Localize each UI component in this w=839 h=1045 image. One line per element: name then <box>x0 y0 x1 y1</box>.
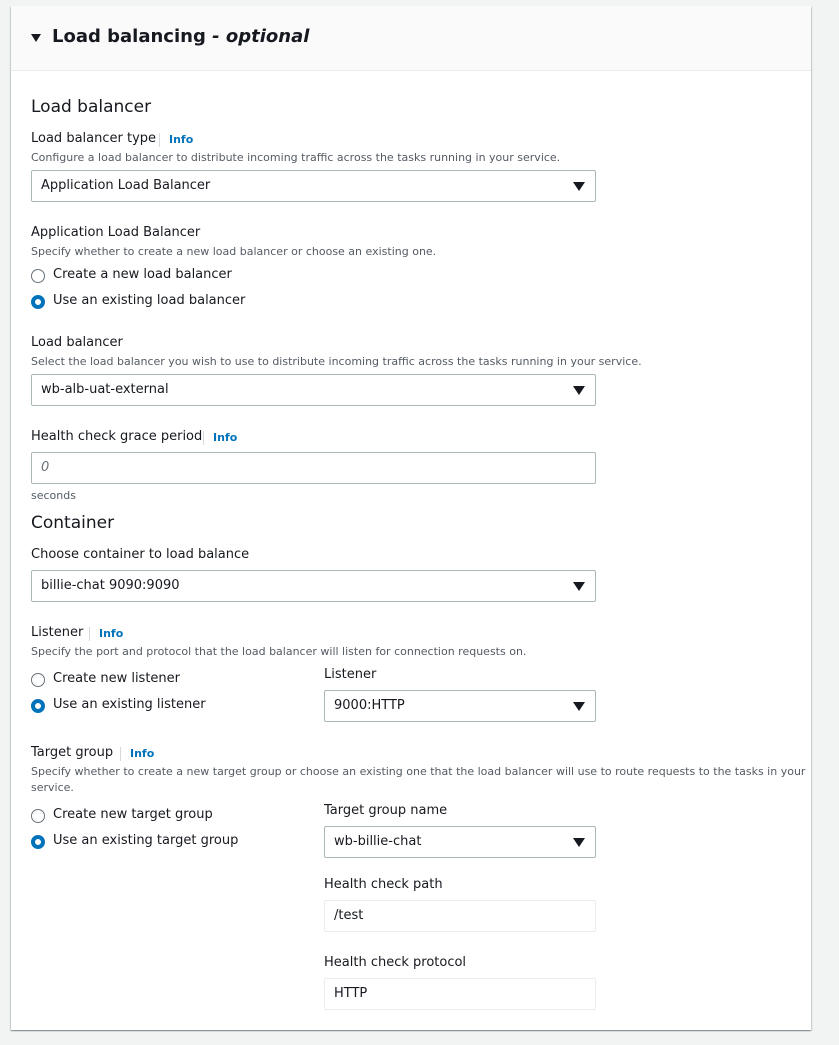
section-title-optional: - optional <box>212 26 310 47</box>
use-existing-target-group-label[interactable]: Use an existing target group <box>53 833 239 848</box>
health-check-protocol-value: HTTP <box>334 986 368 1001</box>
caret-down-icon <box>573 582 585 591</box>
alb-choice-description: Specify whether to create a new load balancer or choose an existing one. <box>31 245 437 258</box>
listener-select[interactable] <box>324 690 596 722</box>
health-check-protocol-label: Health check protocol <box>324 955 467 970</box>
health-check-path-field <box>324 900 596 932</box>
health-check-protocol-field <box>324 978 596 1010</box>
load-balancer-type-select[interactable] <box>31 170 596 202</box>
target-group-label: Target group <box>31 745 114 760</box>
label-divider <box>89 627 90 641</box>
label-divider <box>120 747 121 761</box>
caret-down-icon <box>573 838 585 847</box>
load-balancer-select[interactable] <box>31 374 596 406</box>
target-group-info-link[interactable]: Info <box>130 747 155 760</box>
listener-description: Specify the port and protocol that the load balancer will listen for connection requests on. <box>31 645 527 658</box>
load-balancer-type-label: Load balancer type <box>31 131 157 146</box>
create-new-target-group-radio[interactable] <box>31 809 45 823</box>
load-balancing-panel <box>11 6 811 1030</box>
grace-period-placeholder: 0 <box>41 460 50 475</box>
use-existing-load-balancer-label[interactable]: Use an existing load balancer <box>53 293 246 308</box>
target-group-description-line1: Specify whether to create a new target group or choose an existing one that the load balancer will use to route requests to the tasks in your <box>31 765 806 778</box>
load-balancer-type-value: Application Load Balancer <box>41 178 211 193</box>
load-balancer-type-info-link[interactable]: Info <box>169 133 194 146</box>
alb-choice-label: Application Load Balancer <box>31 225 201 240</box>
load-balancer-description: Select the load balancer you wish to use to distribute incoming traffic across the tasks running in your service. <box>31 355 642 368</box>
caret-down-icon[interactable] <box>30 33 42 43</box>
listener-label: Listener <box>31 625 84 640</box>
health-check-path-label: Health check path <box>324 877 443 892</box>
target-group-name-select[interactable] <box>324 826 596 858</box>
create-new-load-balancer-label[interactable]: Create a new load balancer <box>53 267 232 282</box>
label-divider <box>159 133 160 147</box>
caret-down-icon <box>573 182 585 191</box>
caret-down-icon <box>573 702 585 711</box>
listener-value: 9000:HTTP <box>334 698 405 713</box>
section-title[interactable] <box>52 26 309 47</box>
grace-period-unit: seconds <box>31 489 76 502</box>
use-existing-target-group-radio[interactable] <box>31 835 45 849</box>
container-select[interactable] <box>31 570 596 602</box>
target-group-name-value: wb-billie-chat <box>334 834 422 849</box>
listener-info-link[interactable]: Info <box>99 627 124 640</box>
section-header[interactable] <box>11 6 811 71</box>
choose-container-label: Choose container to load balance <box>31 547 250 562</box>
health-check-path-value: /test <box>334 908 364 923</box>
create-new-load-balancer-radio[interactable] <box>31 269 45 283</box>
use-existing-listener-radio[interactable] <box>31 699 45 713</box>
load-balancer-value: wb-alb-uat-external <box>41 382 169 397</box>
container-value: billie-chat 9090:9090 <box>41 578 180 593</box>
container-heading: Container <box>31 513 115 533</box>
listener-select-label: Listener <box>324 667 377 682</box>
grace-period-info-link[interactable]: Info <box>213 431 238 444</box>
load-balancer-type-description: Configure a load balancer to distribute incoming traffic across the tasks running in your service. <box>31 151 561 164</box>
create-new-listener-label[interactable]: Create new listener <box>53 671 181 686</box>
use-existing-load-balancer-radio[interactable] <box>31 295 45 309</box>
grace-period-input[interactable] <box>31 452 596 484</box>
target-group-description-line2: service. <box>31 781 74 794</box>
create-new-target-group-label[interactable]: Create new target group <box>53 807 213 822</box>
create-new-listener-radio[interactable] <box>31 673 45 687</box>
use-existing-listener-label[interactable]: Use an existing listener <box>53 697 206 712</box>
target-group-name-label: Target group name <box>324 803 448 818</box>
caret-down-icon <box>573 386 585 395</box>
load-balancer-label: Load balancer <box>31 335 123 350</box>
section-title-text: Load balancing <box>52 26 206 47</box>
grace-period-label: Health check grace period <box>31 429 203 444</box>
label-divider <box>203 431 204 445</box>
load-balancer-heading: Load balancer <box>31 97 152 117</box>
